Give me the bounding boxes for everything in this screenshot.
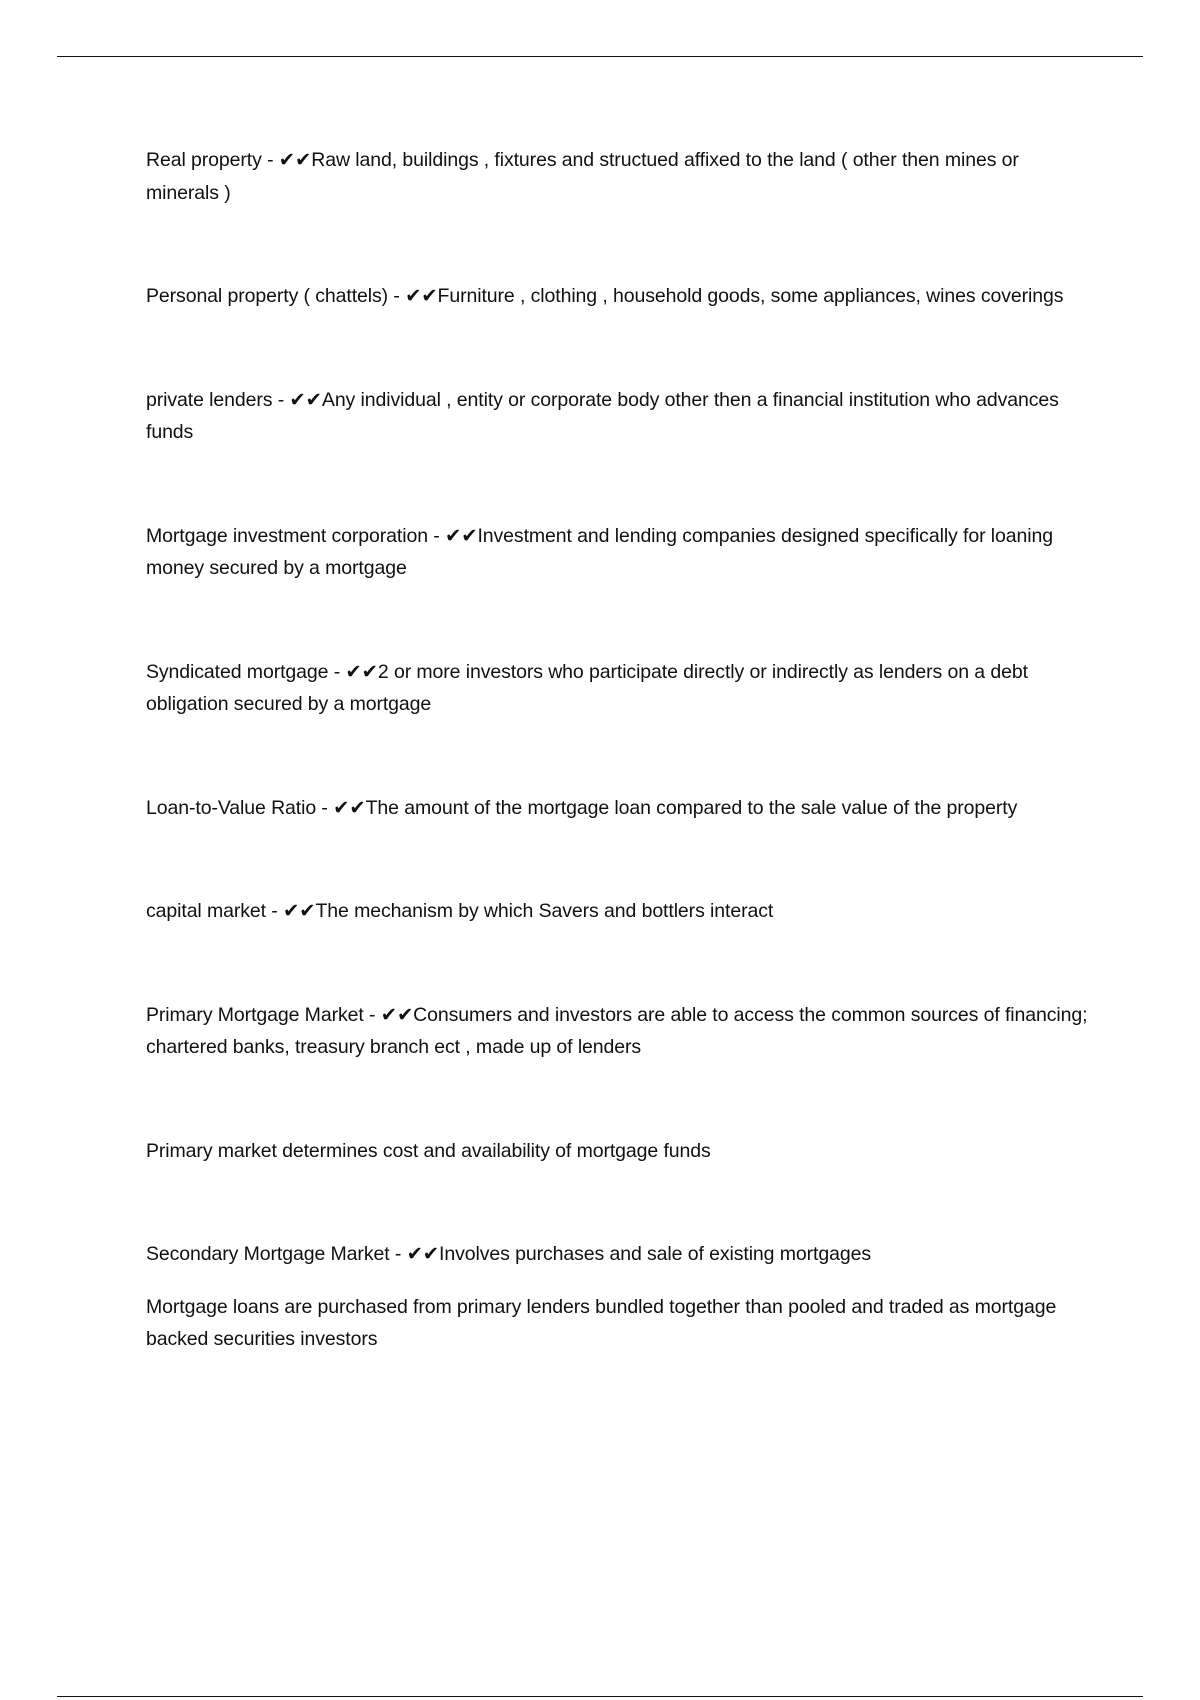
- entry-primary-market-note: Primary market determines cost and availability of mortgage funds: [146, 1139, 711, 1162]
- document-body: [146, 144, 1096, 1356]
- entry-primary-mortgage-market: Primary Mortgage Market - ✔✔Consumers and investors are able to access the common sources of financing; chartered banks, treasury branch ect , made up of lenders: [146, 1003, 1088, 1058]
- entry-secondary-market-note: Mortgage loans are purchased from primary lenders bundled together than pooled and traded as mortgage backed securities investors: [146, 1295, 1057, 1350]
- entry-personal-property: Personal property ( chattels) - ✔✔Furniture , clothing , household goods, some appliances, wines coverings: [146, 285, 1064, 307]
- entry-real-property: Real property - ✔✔Raw land, buildings , fixtures and structued affixed to the land ( other then mines or minerals ): [146, 149, 1019, 204]
- entry-private-lenders: private lenders - ✔✔Any individual , entity or corporate body other then a financial institution who advances funds: [146, 388, 1059, 443]
- entry-mortgage-investment-corporation: Mortgage investment corporation - ✔✔Investment and lending companies designed specifically for loaning money secured by a mortgage: [146, 524, 1053, 579]
- footer-rule: [57, 1696, 1143, 1697]
- entry-syndicated-mortgage: Syndicated mortgage - ✔✔2 or more investors who participate directly or indirectly as lenders on a debt obligation secured by a mortgage: [146, 660, 1028, 715]
- entry-loan-to-value-ratio: Loan-to-Value Ratio - ✔✔The amount of the mortgage loan compared to the sale value of the property: [146, 796, 1018, 819]
- header-rule: [57, 56, 1143, 57]
- entry-secondary-mortgage-market: Secondary Mortgage Market - ✔✔Involves purchases and sale of existing mortgages: [146, 1243, 871, 1265]
- entry-capital-market: capital market - ✔✔The mechanism by which Savers and bottlers interact: [146, 900, 774, 922]
